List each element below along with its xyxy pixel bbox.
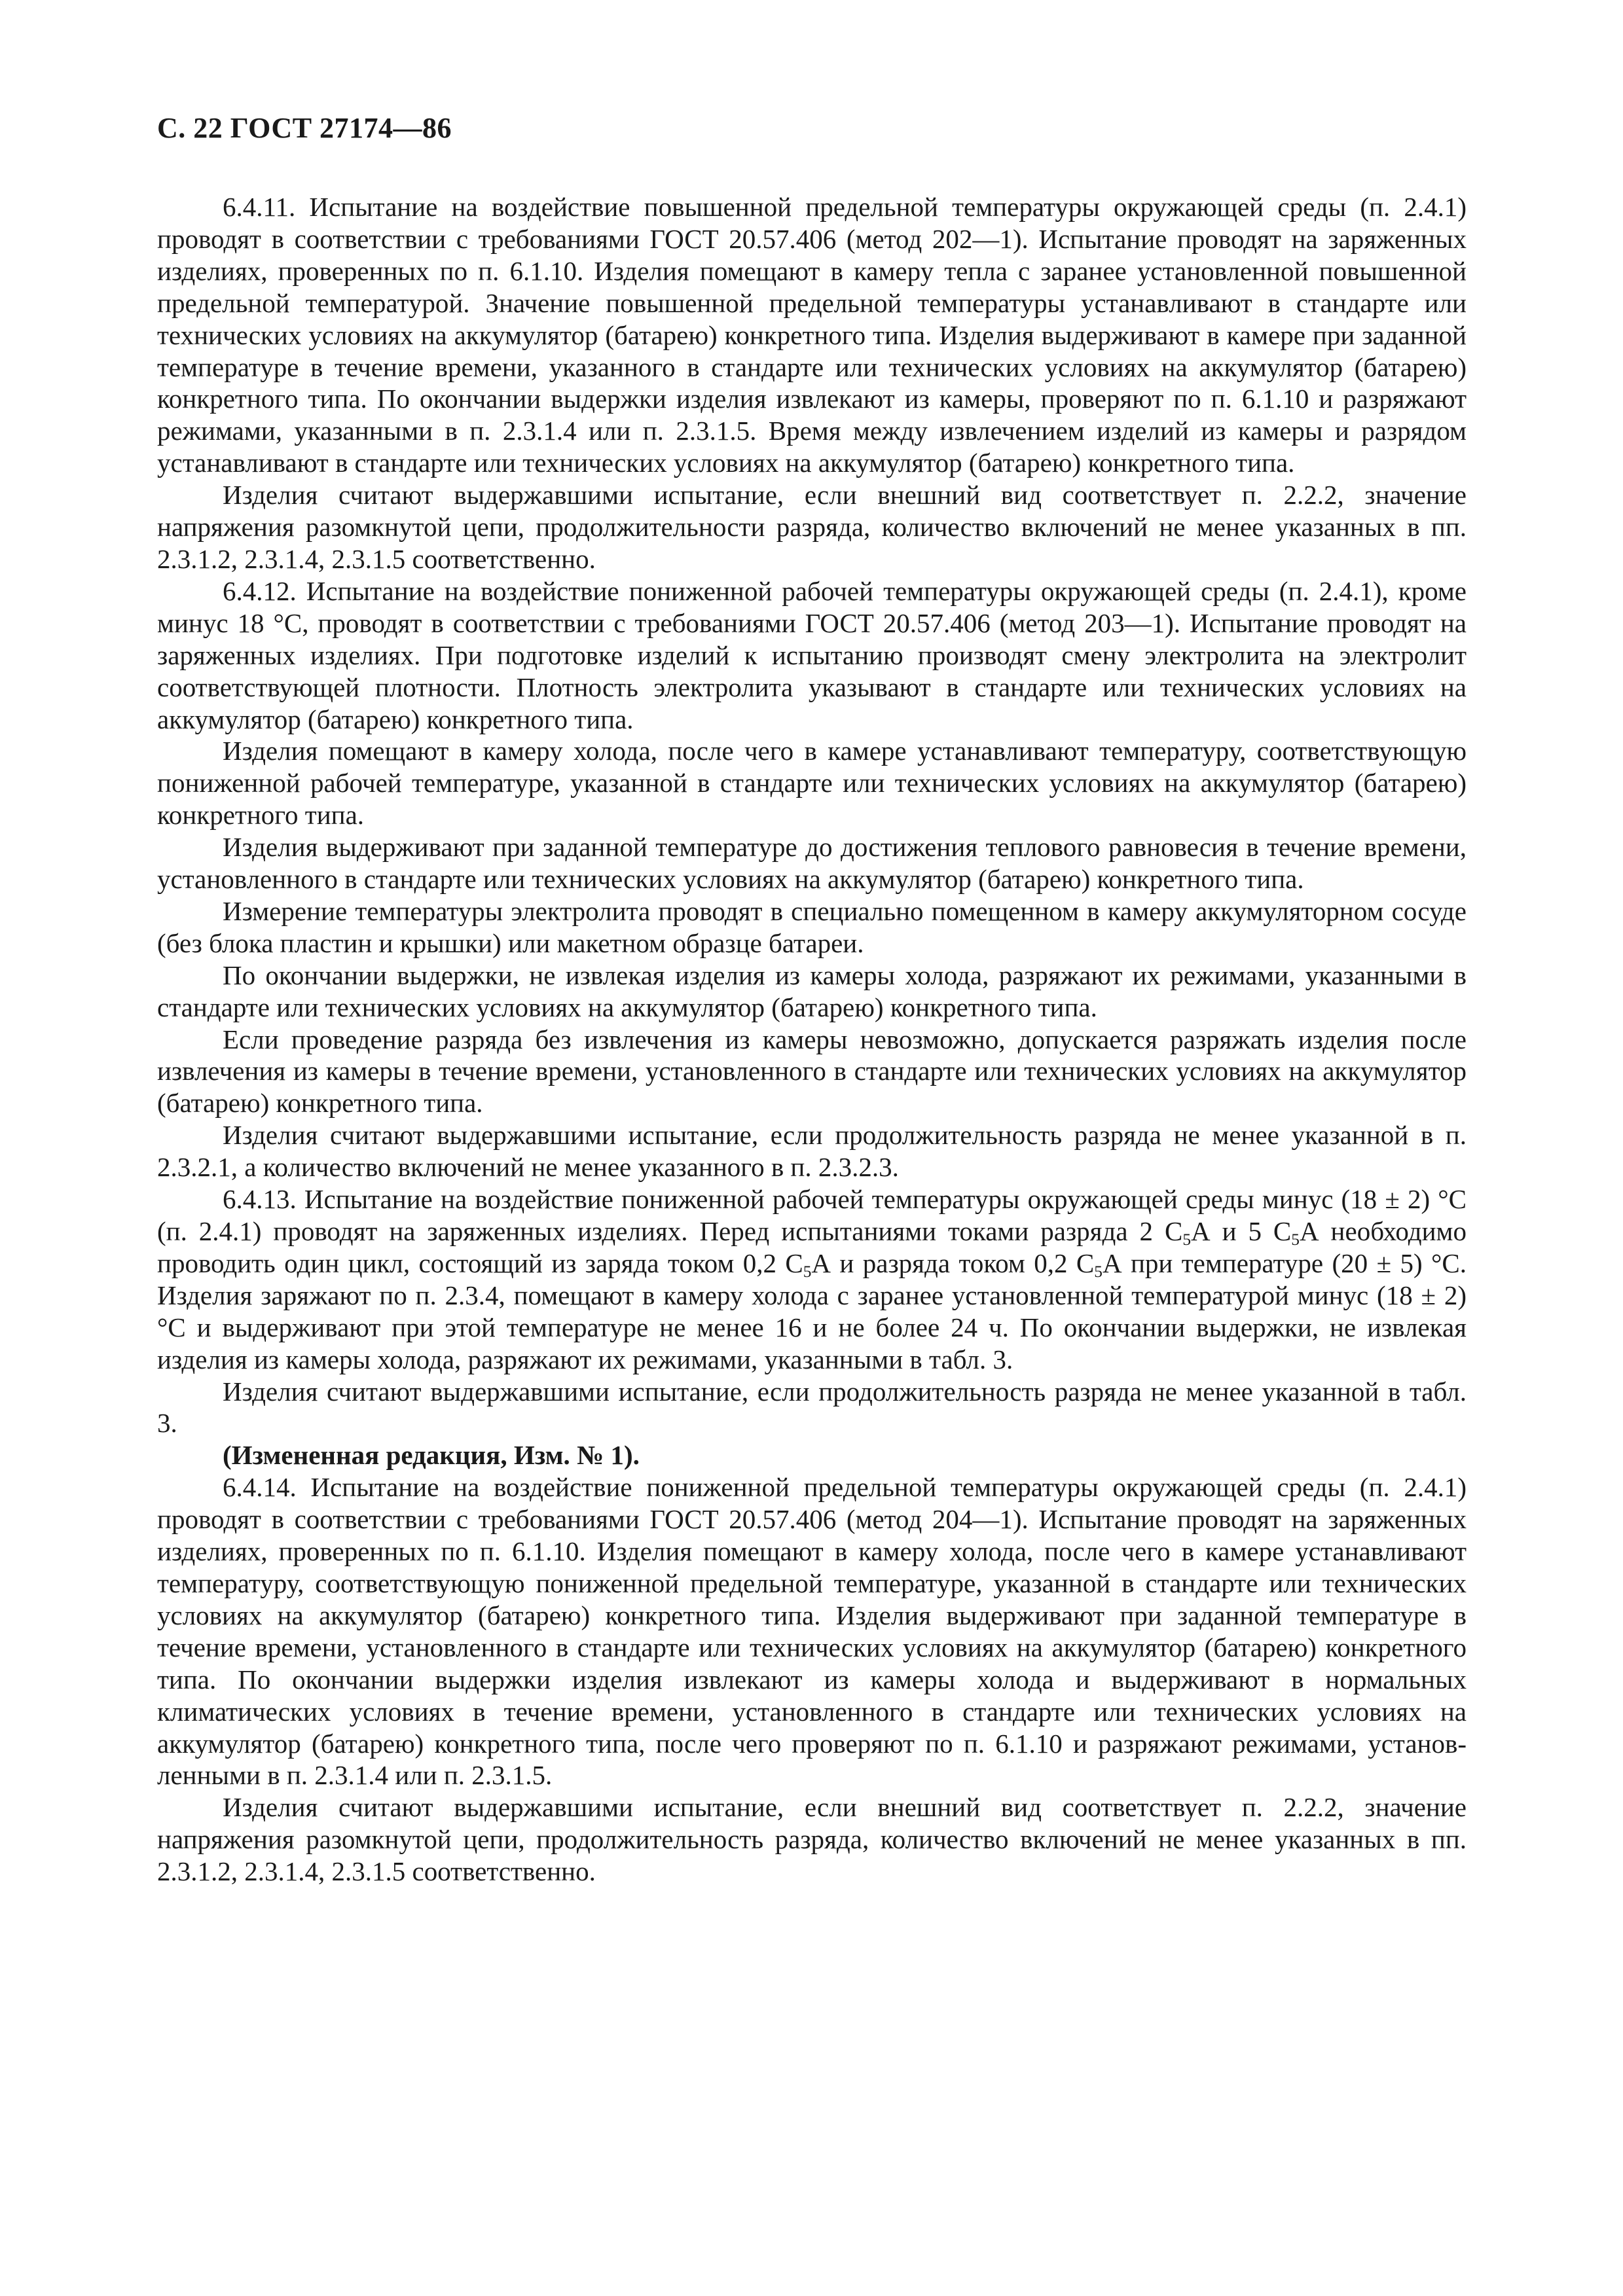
text-run: По окончании выдержки, не извлекая изделия из камеры холода, разряжают их режимами, указанными в стандарте или технических условиях на аккумулятор (батарею) конкретного типа. [157, 960, 1467, 1022]
paragraph-6-4-12 [157, 575, 1467, 736]
paragraph-6-4-13 [157, 1183, 1467, 1375]
text-run: Изделия считают выдержавшими испытание, если внешний вид соответствует п. 2.2.2, значение напряжения разомкнутой цепи, продолжительности разряда, количество включений не менее указанных в пп. 2.3.1.2, 2.3.1.4, 2.3.1.5 соответственно. [157, 480, 1467, 574]
text-run: Изделия считают выдержавшими испытание, если продолжительность разряда не менее указанной в табл. 3. [157, 1376, 1467, 1439]
text-run: Измерение температуры электролита проводят в специально помещенном в камеру аккумуляторном сосуде (без блока пластин и крышки) или макетном образце батареи. [157, 895, 1467, 958]
page-header: С. 22 ГОСТ 27174—86 [157, 112, 452, 144]
subscript: 5 [1094, 1263, 1103, 1282]
body-text [157, 191, 1467, 1888]
text-run: Изделия считают выдержавшими испытание, если продолжительность разряда не менее указанной в п. 2.3.2.1, а количество включений не менее указанного в п. 2.3.2.3. [157, 1120, 1467, 1183]
text-run: Изделия считают выдержавшими испытание, если внешний вид соответствует п. 2.2.2, значение напряжения разомкнутой цепи, продолжительность разряда, количество включений не менее указанных в пп. 2.3.1.2, 2.3.1.4, 2.3.1.5 соответственно. [157, 1792, 1467, 1887]
paragraph-6-4-12-chamber [157, 735, 1467, 831]
text-run: Если проведение разряда без извлечения из камеры невозможно, допускается разряжать изделия после извлечения из камеры в течение времени, установленного в стандарте или технических условиях на аккумулятор (батарею) конкретного типа. [157, 1024, 1467, 1119]
text-run: А необходимо проводить один цикл, состоящий из заряда током 0,2 С [157, 1216, 1467, 1278]
paragraph-6-4-14-criteria [157, 1791, 1467, 1888]
paragraph-6-4-12-measure [157, 895, 1467, 960]
text-run: А и 5 С [1191, 1216, 1292, 1246]
text-run: А при температуре (20 ± 5) °С. Изделия заряжают по п. 2.3.4, помещают в камеру холода с заранее установленной температурой минус (18 ± 2) °С и выдерживают при этой температуре не менее 16 и не более 24 ч. По окончании выдержки, не извлекая изделия из камеры холода, разряжают их режимами, указанными в табл. 3. [157, 1247, 1467, 1374]
text-run: 6.4.13. Испытание на воздействие пониженной рабочей температуры окружающей среды минус (18 ± 2) °С (п. 2.4.1) проводят на заряженных изделиях. Перед испытаниями токами разряда 2 С [157, 1184, 1467, 1246]
text-run: Изделия выдерживают при заданной температуре до достижения теплового равновесия в течение времени, установленного в стандарте или технических условиях на аккумулятор (батарею) конкретного типа. [157, 832, 1467, 895]
text-run: Изделия помещают в камеру холода, после чего в камере устанавливают температуру, соответствующую пониженной рабочей температуре, указанной в стандарте или технических условиях на аккумулятор (батарею) конкретного типа. [157, 736, 1467, 831]
paragraph-6-4-14 [157, 1471, 1467, 1791]
text-run: А и разряда током 0,2 С [811, 1247, 1095, 1278]
subscript: 5 [803, 1263, 812, 1282]
text-run: 6.4.12. Испытание на воздействие пониженной рабочей температуры окружающей среды (п. 2.4.1), кроме минус 18 °С, проводят в соответствии с требованиями ГОСТ 20.57.406 (метод 203—1). Испытание проводят на заряженных изделиях. При подготовке изделий к испытанию производят смену электролита на электролит соответствующей плотности. Плотность электролита указывают в стандарте или технических условиях на аккумулятор (батарею) конкретного типа. [157, 575, 1467, 734]
subscript: 5 [1182, 1230, 1192, 1249]
paragraph-6-4-12-discharge [157, 960, 1467, 1024]
paragraph-6-4-12-criteria [157, 1119, 1467, 1183]
paragraph-6-4-13-note [157, 1439, 1467, 1471]
paragraph-6-4-13-criteria [157, 1376, 1467, 1440]
paragraph-6-4-12-hold [157, 831, 1467, 895]
paragraph-6-4-11-criteria [157, 479, 1467, 575]
paragraph-6-4-11 [157, 191, 1467, 479]
text-run: 6.4.14. Испытание на воздействие пониженной предельной температуры окружающей среды (п. 2.4.1) проводят в соответствии с требованиями ГОСТ 20.57.406 (метод 204—1). Испытание проводят на заряженных изделиях, проверенных по п. 6.1.10. Изделия помещают в камеру холода, после чего в камере устанавливают температуру, соответствующую пониженной предельной температуре, указанной в стандарте или технических условиях на аккумулятор (батарею) конкретного типа. Изделия выдерживают при заданной температуре в течение времени, установленного в стандарте или технических условиях на аккумулятор (батарею) конкретного типа. По окончании выдержки изделия извлекают из камеры холода и выдерживают в нормальных климатических условиях в течение времени, установленного в стандарте или технических условиях на аккумулятор (батарею) конкретного типа, после чего проверяют по п. 6.1.10 и разряжают режимами, установленными в п. 2.3.1.4 или п. 2.3.1.5. [157, 1472, 1467, 1791]
paragraph-6-4-12-alt [157, 1024, 1467, 1120]
text-run: 6.4.11. Испытание на воздействие повышенной предельной температуры окружающей среды (п. 2.4.1) проводят в соответствии с требованиями ГОСТ 20.57.406 (метод 202—1). Испытание проводят на заряженных изделиях, проверенных по п. 6.1.10. Изделия помещают в камеру тепла с заранее установленной повышенной предельной температурой. Значение повышенной предельной температуры устанавливают в стандарте или технических условиях на аккумулятор (батарею) конкретного типа. Изделия выдерживают в камере при заданной температуре в течение времени, указанного в стандарте или технических условиях на аккумулятор (батарею) конкретного типа. По окончании выдержки изделия извлекают из камеры, проверяют по п. 6.1.10 и разряжают режимами, указанными в п. 2.3.1.4 или п. 2.3.1.5. Время между извлечением изделий из камеры и разрядом устанавливают в стандарте или технических условиях на аккумулятор (батарею) конкретного типа. [157, 192, 1467, 478]
text-run: (Измененная редакция, Изм. № 1). [223, 1440, 640, 1471]
subscript: 5 [1291, 1230, 1300, 1249]
